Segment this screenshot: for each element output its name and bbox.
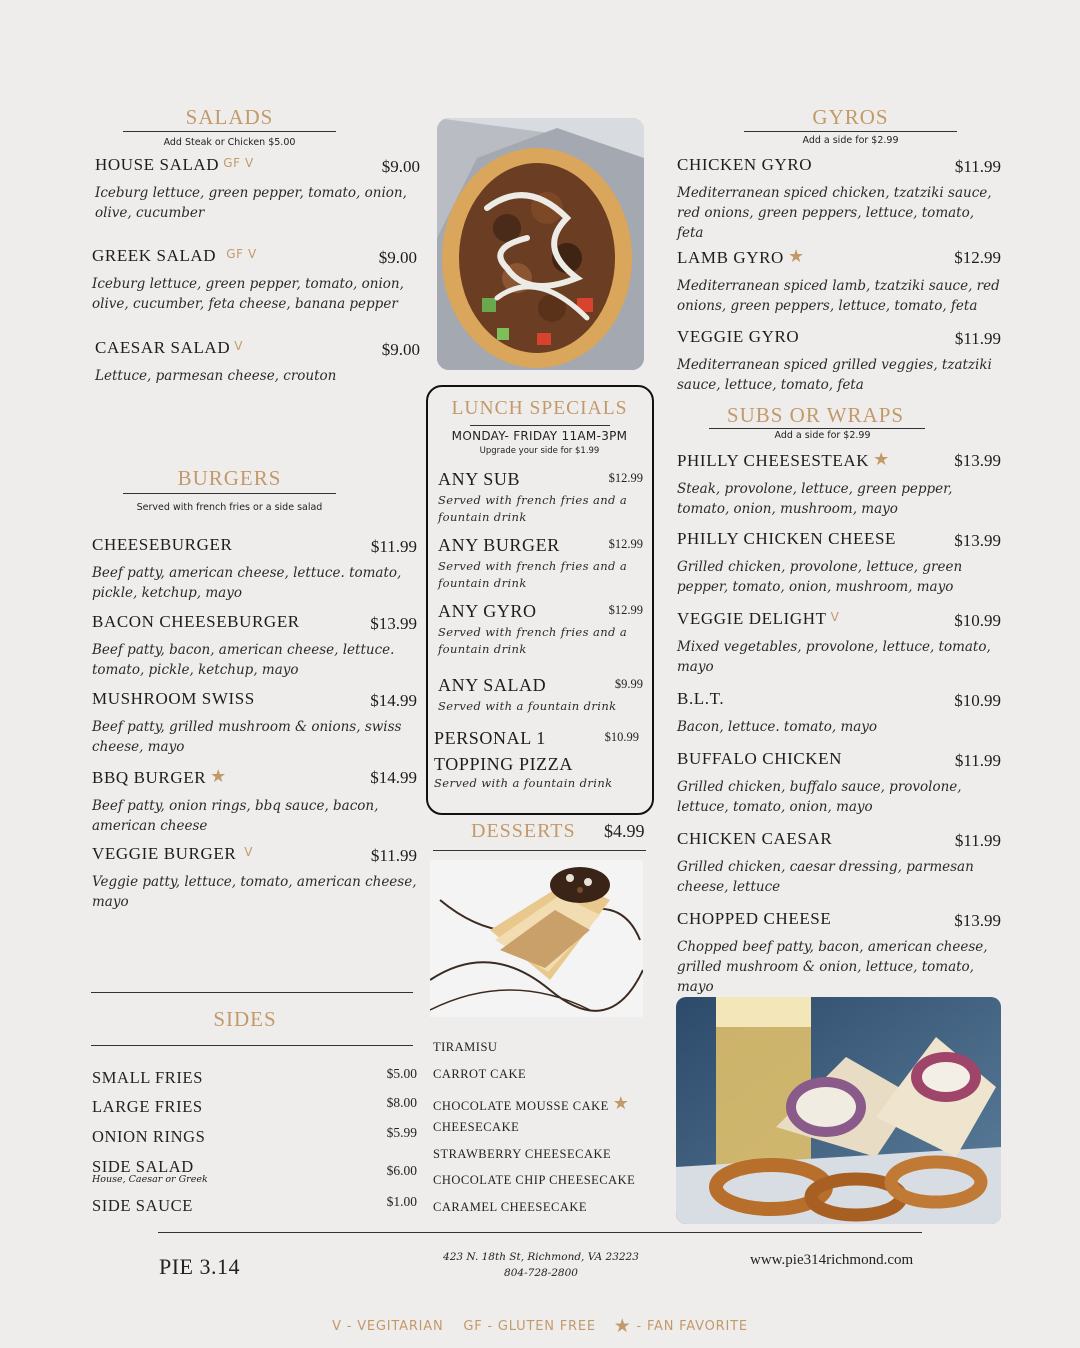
item-name: BBQ BURGER (92, 768, 207, 787)
item-price: $9.00 (378, 248, 417, 267)
item-price: $11.99 (370, 846, 417, 865)
cake-photo (430, 860, 643, 1017)
item-price: $1.00 (386, 1194, 417, 1209)
item-price: $11.99 (954, 831, 1001, 850)
fan-favorite-star-icon: ★ (612, 1093, 630, 1113)
item-price: $9.00 (381, 157, 420, 176)
menu-item-bacon-cheeseburger (92, 612, 417, 680)
dessert-name: CHOCOLATE MOUSSE CAKE (433, 1099, 609, 1113)
menu-item-bbq-burger (92, 766, 417, 836)
dessert-item (433, 1093, 629, 1114)
item-description: Chopped beef patty, bacon, american cheese, grilled mushroom & onion, lettuce, tomato, mayo (677, 939, 988, 995)
legend-star-icon: ★ (613, 1315, 632, 1337)
item-name: BACON CHEESEBURGER (92, 612, 300, 631)
item-name: CHICKEN CAESAR (677, 829, 833, 848)
item-description: Served with french fries and a fountain drink (438, 625, 628, 656)
lunch-specials-title: LUNCH SPECIALS (451, 398, 628, 419)
item-price: $12.99 (608, 471, 643, 485)
item-name: GREEK SALAD (92, 246, 217, 265)
cake-illustration (430, 860, 643, 1017)
lunch-item-personal-pizza (434, 728, 639, 792)
gyros-title: GYROS (812, 105, 889, 129)
item-price: $5.00 (386, 1066, 417, 1081)
wrap-illustration (676, 997, 1001, 1224)
item-price: $6.00 (386, 1163, 417, 1178)
item-name: LAMB GYRO (677, 248, 784, 267)
wrap-photo (676, 997, 1001, 1224)
item-price: $12.99 (608, 537, 643, 551)
item-price: $10.99 (954, 611, 1001, 630)
item-description: Lettuce, parmesan cheese, crouton (95, 368, 337, 384)
item-description: Mediterranean spiced chicken, tzatziki sauce, red onions, green peppers, lettuce, tomato, feta (677, 185, 992, 241)
side-item-onion-rings (92, 1127, 417, 1147)
dietary-tag: V (244, 845, 254, 859)
dessert-item: CARAMEL CHEESECAKE (433, 1200, 588, 1214)
menu-item-caesar-salad (95, 338, 420, 386)
item-name: ONION RINGS (92, 1127, 206, 1146)
item-description: Beef patty, onion rings, bbq sauce, bacon, american cheese (92, 798, 379, 834)
lunch-hours: MONDAY- FRIDAY 11AM-3PM (451, 429, 628, 443)
lunch-note: Upgrade your side for $1.99 (479, 446, 600, 456)
item-name: CHOPPED CHEESE (677, 909, 832, 928)
item-description: Iceburg lettuce, green pepper, tomato, onion, olive, cucumber (95, 185, 407, 221)
item-price: $11.99 (370, 537, 417, 556)
menu-item-buffalo-chicken (677, 749, 1001, 817)
dietary-tag: GF V (223, 156, 254, 170)
item-description: Served with french fries and a fountain drink (438, 493, 628, 524)
item-price: $14.99 (370, 768, 417, 787)
item-price: $10.99 (604, 730, 639, 744)
item-description: Veggie patty, lettuce, tomato, american cheese, mayo (92, 874, 417, 910)
item-price: $8.00 (386, 1095, 417, 1110)
dessert-item: STRAWBERRY CHEESECAKE (433, 1147, 612, 1161)
dessert-item: CARROT CAKE (433, 1067, 527, 1081)
item-price: $13.99 (954, 451, 1001, 470)
desserts-rule (433, 850, 646, 851)
item-name: B.L.T. (677, 689, 725, 708)
item-description: Served with french fries and a fountain drink (438, 559, 628, 590)
item-name-line-2: TOPPING PIZZA (434, 754, 573, 774)
legend (0, 1315, 1080, 1337)
lunch-item-any-sub (438, 469, 643, 526)
item-description: Grilled chicken, caesar dressing, parmesan cheese, lettuce (677, 859, 974, 895)
dessert-item: CHOCOLATE CHIP CHEESECAKE (433, 1173, 636, 1187)
item-description: Mediterranean spiced grilled veggies, tzatziki sauce, lettuce, tomato, feta (677, 357, 992, 393)
legend-fan-favorite: - FAN FAVORITE (636, 1319, 748, 1334)
item-description: Grilled chicken, buffalo sauce, provolone, lettuce, tomato, onion, mayo (677, 779, 962, 815)
item-name: VEGGIE BURGER (92, 844, 237, 863)
footer-website[interactable]: www.pie314richmond.com (750, 1252, 914, 1268)
dietary-tag: V (234, 339, 244, 353)
item-name: VEGGIE GYRO (677, 327, 800, 346)
item-description: Mixed vegetables, provolone, lettuce, tomato, mayo (677, 639, 991, 675)
side-item-small-fries (92, 1068, 417, 1088)
gyros-rule (744, 131, 957, 132)
gyro-illustration (437, 118, 644, 370)
item-price: $5.99 (386, 1125, 417, 1140)
salads-rule (123, 131, 336, 132)
footer-rule (158, 1232, 922, 1233)
item-price: $13.99 (954, 911, 1001, 930)
item-name: LARGE FRIES (92, 1097, 203, 1116)
menu-item-house-salad (95, 155, 420, 223)
item-price: $9.00 (381, 340, 420, 359)
item-price: $11.99 (954, 157, 1001, 176)
menu-item-blt (677, 689, 1001, 737)
item-description: Grilled chicken, provolone, lettuce, green pepper, tomato, onion, mushroom, mayo (677, 559, 963, 595)
item-name: PHILLY CHICKEN CHEESE (677, 529, 896, 548)
item-description: Beef patty, bacon, american cheese, lettuce. tomato, pickle, ketchup, mayo (92, 642, 395, 678)
dessert-item: TIRAMISU (433, 1040, 498, 1054)
item-price: $11.99 (954, 329, 1001, 348)
menu-item-chopped-cheese (677, 909, 1001, 997)
gyros-note: Add a side for $2.99 (802, 135, 899, 146)
fan-favorite-star-icon: ★ (787, 246, 805, 266)
fan-favorite-star-icon: ★ (210, 766, 227, 786)
item-name: VEGGIE DELIGHT (677, 609, 827, 628)
item-price: $12.99 (954, 248, 1001, 267)
item-price: $10.99 (954, 691, 1001, 710)
side-item-side-sauce (92, 1196, 417, 1216)
item-price: $13.99 (954, 531, 1001, 550)
item-description: Served with a fountain drink (434, 776, 613, 790)
subs-note: Add a side for $2.99 (774, 430, 871, 441)
item-name: CHICKEN GYRO (677, 155, 813, 174)
gyro-photo (437, 118, 644, 370)
menu-item-veggie-burger (92, 844, 417, 912)
lunch-rule (470, 425, 610, 426)
item-name: PERSONAL 1 (434, 728, 546, 748)
footer-address: 423 N. 18th St, Richmond, VA 23223 (443, 1251, 639, 1263)
item-name: ANY SUB (438, 469, 521, 489)
menu-item-lamb-gyro (677, 246, 1001, 316)
burgers-note: Served with french fries or a side salad (136, 502, 323, 513)
item-description: Served with a fountain drink (438, 699, 617, 713)
menu-item-philly-cheesesteak (677, 449, 1001, 519)
menu-item-chicken-caesar (677, 829, 1001, 897)
item-name: ANY SALAD (438, 675, 547, 695)
lunch-item-any-salad (438, 675, 643, 715)
item-description: Beef patty, grilled mushroom & onions, swiss cheese, mayo (92, 719, 402, 755)
item-name: ANY BURGER (438, 535, 560, 555)
item-description: Mediterranean spiced lamb, tzatziki sauce, red onions, green peppers, lettuce, tomato, feta (677, 278, 1000, 314)
item-description: Beef patty, american cheese, lettuce. tomato, pickle, ketchup, mayo (92, 565, 402, 601)
item-name: SMALL FRIES (92, 1068, 203, 1087)
salads-title: SALADS (185, 105, 274, 129)
item-price: $11.99 (954, 751, 1001, 770)
menu-item-chicken-gyro (677, 155, 1001, 243)
dessert-item: CHEESECAKE (433, 1120, 520, 1134)
menu-item-veggie-delight (677, 609, 1001, 677)
sides-top-rule (91, 992, 413, 993)
side-item-side-salad (92, 1157, 417, 1185)
lunch-specials-box (426, 385, 654, 815)
lunch-item-any-gyro (438, 601, 643, 658)
lunch-item-any-burger (438, 535, 643, 592)
item-description: Iceburg lettuce, green pepper, tomato, onion, olive, cucumber, feta cheese, banana pepper (92, 276, 404, 312)
desserts-price: $4.99 (604, 821, 645, 841)
legend-gluten-free: GF - GLUTEN FREE (463, 1319, 596, 1334)
item-name: MUSHROOM SWISS (92, 689, 255, 708)
item-price: $12.99 (608, 603, 643, 617)
dietary-tag: V (830, 610, 840, 624)
item-price: $9.99 (614, 677, 643, 691)
menu-item-veggie-gyro (677, 327, 1001, 395)
legend-vegetarian: V - VEGITARIAN (332, 1319, 444, 1334)
item-price: $13.99 (370, 614, 417, 633)
side-item-large-fries (92, 1097, 417, 1117)
salads-note: Add Steak or Chicken $5.00 (163, 137, 296, 148)
item-name: BUFFALO CHICKEN (677, 749, 843, 768)
menu-item-mushroom-swiss (92, 689, 417, 757)
sides-bottom-rule (91, 1045, 413, 1046)
brand-logo: PIE 3.14 (159, 1254, 240, 1279)
desserts-title: DESSERTS (471, 820, 576, 842)
item-name: SIDE SAUCE (92, 1196, 193, 1215)
item-name: ANY GYRO (438, 601, 537, 621)
dietary-tag: GF V (226, 247, 257, 261)
item-subtext: House, Caesar or Greek (92, 1174, 208, 1185)
menu-item-greek-salad (92, 246, 417, 314)
item-price: $14.99 (370, 691, 417, 710)
fan-favorite-star-icon: ★ (873, 449, 890, 469)
item-description: Steak, provolone, lettuce, green pepper, tomato, onion, mushroom, mayo (677, 481, 953, 517)
item-name: CHEESEBURGER (92, 535, 233, 554)
subs-title: SUBS OR WRAPS (726, 403, 905, 427)
burgers-rule (123, 493, 336, 494)
burgers-title: BURGERS (177, 466, 282, 490)
subs-rule (709, 428, 925, 429)
item-name: HOUSE SALAD (95, 155, 220, 174)
item-description: Bacon, lettuce. tomato, mayo (677, 719, 878, 735)
menu-item-philly-chicken-cheese (677, 529, 1001, 597)
item-name: CAESAR SALAD (95, 338, 231, 357)
sides-title: SIDES (213, 1007, 277, 1031)
item-name: SIDE SALAD (92, 1157, 194, 1176)
item-name: PHILLY CHEESESTEAK (677, 451, 870, 470)
footer-phone: 804-728-2800 (504, 1267, 578, 1279)
menu-item-cheeseburger (92, 535, 417, 603)
